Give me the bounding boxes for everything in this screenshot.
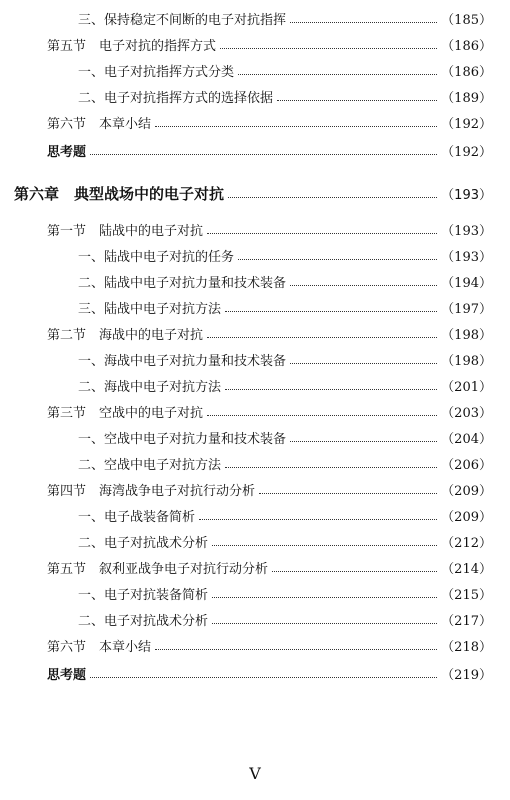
toc-entry-label: 二、陆战中电子对抗力量和技术装备 — [78, 275, 287, 291]
toc-entry-label: 一、电子对抗装备简析 — [78, 587, 209, 603]
toc-entry-label: 三、陆战中电子对抗方法 — [78, 301, 222, 317]
toc-entry — [78, 347, 492, 371]
toc-entry-page: （198） — [441, 353, 492, 369]
toc-entry-label: 二、空战中电子对抗方法 — [78, 457, 222, 473]
toc-leader-dots — [207, 336, 437, 338]
toc-entry — [78, 425, 492, 449]
toc-entry-label: 三、保持稳定不间断的电子对抗指挥 — [78, 12, 287, 28]
toc-entry — [47, 32, 492, 56]
toc-leader-dots — [212, 544, 437, 546]
toc-entry-page: （186） — [441, 38, 492, 54]
toc-leader-dots — [90, 153, 437, 155]
toc-entry-page: （198） — [441, 327, 492, 343]
toc-entry-page: （185） — [441, 12, 492, 28]
toc-entry — [47, 555, 492, 579]
toc-entry-label: 第六节 本章小结 — [47, 639, 152, 655]
toc-leader-dots — [290, 21, 437, 23]
toc-entry — [78, 6, 492, 30]
toc-entry — [47, 217, 492, 241]
toc-leader-dots — [155, 648, 437, 650]
toc-entry-page: （197） — [441, 301, 492, 317]
toc-leader-dots — [277, 99, 437, 101]
toc-entry-label: 二、电子对抗战术分析 — [78, 613, 209, 629]
toc-leader-dots — [225, 310, 437, 312]
toc-leader-dots — [220, 47, 437, 49]
toc-entry — [78, 84, 492, 108]
toc-entry — [47, 477, 492, 501]
toc-chapter-entry — [14, 181, 492, 205]
toc-leader-dots — [225, 466, 437, 468]
toc-entry — [78, 58, 492, 82]
toc-entry-label: 一、空战中电子对抗力量和技术装备 — [78, 431, 287, 447]
toc-entry-page: （214） — [441, 561, 492, 577]
toc-entry — [47, 138, 492, 162]
toc-entry-page: （212） — [441, 535, 492, 551]
toc-entry-label: 第六章 典型战场中的电子对抗 — [14, 184, 225, 203]
toc-entry-label: 一、陆战中电子对抗的任务 — [78, 249, 235, 265]
toc-leader-dots — [155, 125, 437, 127]
toc-entry-page: （215） — [441, 587, 492, 603]
toc-leader-dots — [199, 518, 437, 520]
toc-entry-page: （193） — [441, 223, 492, 239]
toc-leader-dots — [212, 622, 437, 624]
toc-entry-page: （201） — [441, 379, 492, 395]
toc-entry-label: 一、电子对抗指挥方式分类 — [78, 64, 235, 80]
toc-entry — [78, 581, 492, 605]
toc-entry — [47, 633, 492, 657]
toc-leader-dots — [259, 492, 437, 494]
toc-entry — [78, 373, 492, 397]
toc-entry-label: 思考题 — [47, 667, 87, 683]
toc-entry — [47, 661, 492, 685]
toc-entry-page: （189） — [441, 90, 492, 106]
toc-entry — [78, 607, 492, 631]
toc-entry-label: 第六节 本章小结 — [47, 116, 152, 132]
toc-entry-label: 第一节 陆战中的电子对抗 — [47, 223, 204, 239]
toc-leader-dots — [238, 73, 437, 75]
toc-leader-dots — [290, 284, 437, 286]
toc-entry-page: （204） — [441, 431, 492, 447]
toc-leader-dots — [90, 676, 437, 678]
toc-entry-label: 第四节 海湾战争电子对抗行动分析 — [47, 483, 256, 499]
toc-entry — [47, 321, 492, 345]
toc-entry-page: （209） — [441, 483, 492, 499]
toc-leader-dots — [225, 388, 437, 390]
toc-entry-page: （218） — [441, 639, 492, 655]
toc-entry-label: 第五节 电子对抗的指挥方式 — [47, 38, 217, 54]
toc-entry-label: 一、海战中电子对抗力量和技术装备 — [78, 353, 287, 369]
toc-entry-label: 思考题 — [47, 144, 87, 160]
toc-entry — [78, 295, 492, 319]
toc-leader-dots — [228, 196, 437, 198]
toc-entry — [78, 451, 492, 475]
toc-entry-label: 一、电子战装备简析 — [78, 509, 196, 525]
toc-entry-page: （209） — [441, 509, 492, 525]
toc-entry-label: 二、电子对抗战术分析 — [78, 535, 209, 551]
toc-leader-dots — [290, 440, 437, 442]
toc-entry-page: （193） — [441, 187, 492, 203]
toc-entry-label: 第三节 空战中的电子对抗 — [47, 405, 204, 421]
toc-entry-page: （192） — [441, 144, 492, 160]
toc-leader-dots — [290, 362, 437, 364]
toc-entry — [78, 243, 492, 267]
toc-leader-dots — [238, 258, 437, 260]
toc-entry-page: （203） — [441, 405, 492, 421]
toc-entry — [47, 399, 492, 423]
toc-leader-dots — [207, 414, 437, 416]
toc-entry-page: （217） — [441, 613, 492, 629]
toc-entry — [78, 269, 492, 293]
toc-entry — [78, 529, 492, 553]
toc-entry-page: （206） — [441, 457, 492, 473]
toc-leader-dots — [207, 232, 437, 234]
toc-entry-page: （219） — [441, 667, 492, 683]
toc-entry — [47, 110, 492, 134]
toc-entry — [78, 503, 492, 527]
toc-entry-label: 第二节 海战中的电子对抗 — [47, 327, 204, 343]
toc-leader-dots — [212, 596, 437, 598]
toc-entry-label: 二、海战中电子对抗方法 — [78, 379, 222, 395]
page-number: V — [249, 764, 261, 783]
toc-entry-page: （192） — [441, 116, 492, 132]
toc-entry-page: （186） — [441, 64, 492, 80]
toc-entry-page: （194） — [441, 275, 492, 291]
toc-leader-dots — [272, 570, 437, 572]
toc-entry-page: （193） — [441, 249, 492, 265]
toc-entry-label: 二、电子对抗指挥方式的选择依据 — [78, 90, 274, 106]
toc-entry-label: 第五节 叙利亚战争电子对抗行动分析 — [47, 561, 269, 577]
